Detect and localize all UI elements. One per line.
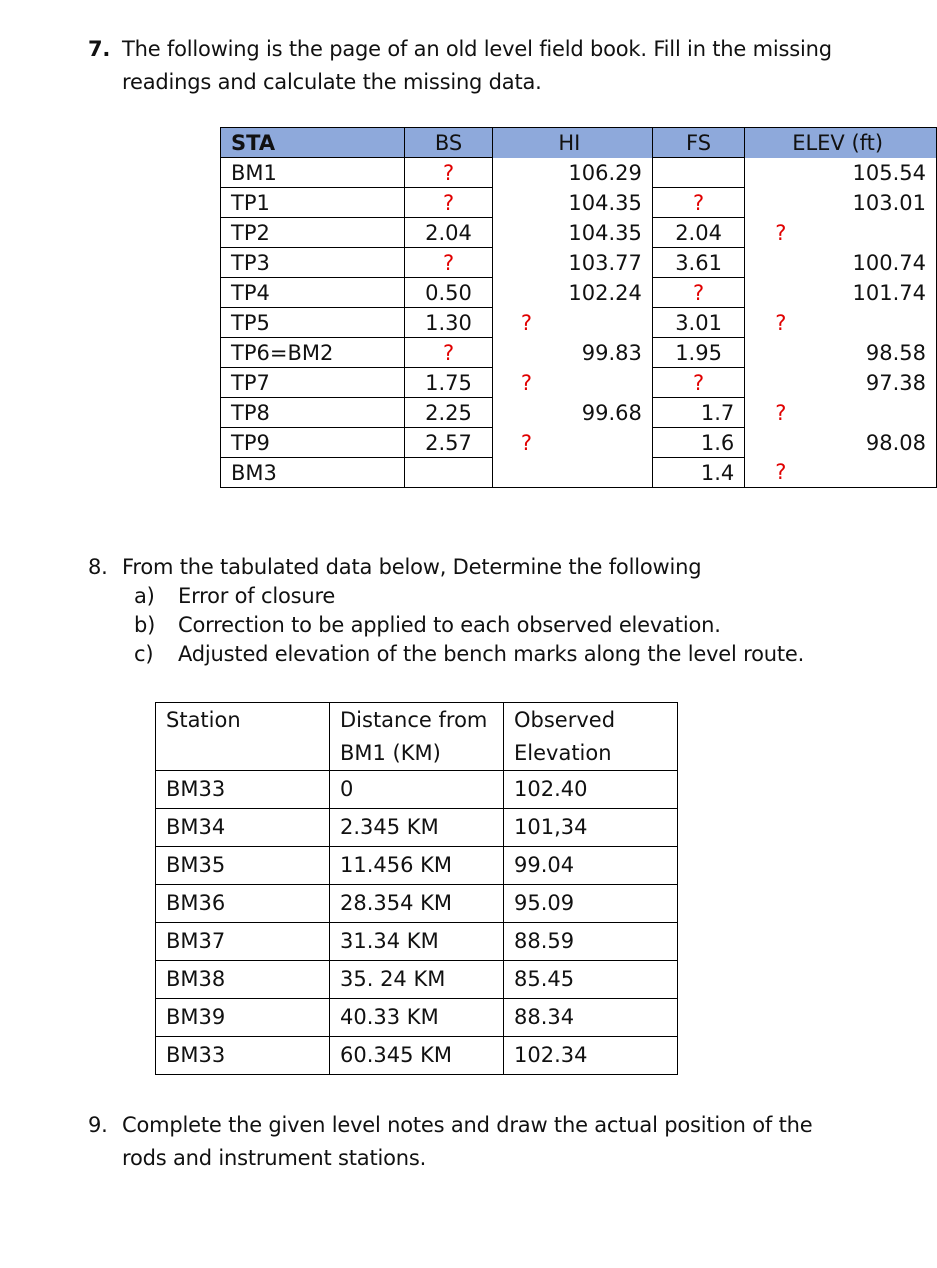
- cell-hi: 102.24: [492, 278, 652, 308]
- list-item: [88, 582, 888, 611]
- cell-hi: 99.68: [492, 398, 652, 428]
- cell-fs: 3.61: [652, 248, 744, 278]
- table-row: [156, 961, 678, 999]
- header-elevation-line2: Elevation: [514, 741, 612, 765]
- cell-fs: 1.4: [652, 458, 744, 488]
- table-row: [156, 885, 678, 923]
- list-item-text: Error of closure: [178, 584, 336, 608]
- cell-hi: ?: [492, 428, 652, 458]
- question-7: [88, 33, 888, 99]
- cell-hi: 103.77: [492, 248, 652, 278]
- cell-hi: 99.83: [492, 338, 652, 368]
- question-9: [88, 1109, 888, 1175]
- cell-station: BM33: [156, 771, 330, 809]
- table-row: [221, 398, 937, 428]
- cell-elev: ?: [745, 458, 937, 488]
- cell-distance: 11.456 KM: [330, 847, 504, 885]
- question-7-line1: The following is the page of an old level field book. Fill in the missing: [122, 37, 832, 61]
- cell-elevation: 101,34: [504, 809, 678, 847]
- cell-bs: ?: [405, 338, 493, 368]
- cell-fs: [652, 158, 744, 188]
- cell-fs: ?: [652, 278, 744, 308]
- question-9-line1: Complete the given level notes and draw the actual position of the: [122, 1113, 813, 1137]
- cell-fs: 1.95: [652, 338, 744, 368]
- table-row: [221, 278, 937, 308]
- cell-elev: 103.01: [745, 188, 937, 218]
- table-row: [221, 428, 937, 458]
- cell-elev: ?: [745, 218, 937, 248]
- header-distance: [330, 703, 504, 771]
- cell-sta: BM1: [221, 158, 405, 188]
- cell-elev: ?: [745, 398, 937, 428]
- header-elev: ELEV (ft): [745, 128, 937, 158]
- cell-bs: 2.04: [405, 218, 493, 248]
- cell-station: BM37: [156, 923, 330, 961]
- question-8-list: [88, 582, 888, 669]
- table-row: [221, 218, 937, 248]
- cell-sta: TP8: [221, 398, 405, 428]
- table-row: [221, 158, 937, 188]
- header-distance-line1: Distance from: [340, 708, 488, 732]
- table-row: [221, 458, 937, 488]
- cell-elevation: 95.09: [504, 885, 678, 923]
- cell-station: BM33: [156, 1037, 330, 1075]
- cell-elev: 100.74: [745, 248, 937, 278]
- cell-bs: 1.75: [405, 368, 493, 398]
- cell-fs: 2.04: [652, 218, 744, 248]
- table-row: [221, 308, 937, 338]
- cell-sta: TP5: [221, 308, 405, 338]
- list-item-text: Adjusted elevation of the bench marks along the level route.: [178, 642, 805, 666]
- cell-elevation: 102.34: [504, 1037, 678, 1075]
- cell-elev: ?: [745, 308, 937, 338]
- list-marker: a): [134, 584, 155, 608]
- table-row: [156, 1037, 678, 1075]
- cell-sta: TP3: [221, 248, 405, 278]
- cell-bs: 1.30: [405, 308, 493, 338]
- cell-station: BM36: [156, 885, 330, 923]
- cell-elevation: 99.04: [504, 847, 678, 885]
- question-9-number: 9.: [88, 1113, 108, 1137]
- field-book-header-row: [221, 128, 937, 158]
- question-8: [88, 553, 888, 669]
- cell-fs: 1.6: [652, 428, 744, 458]
- cell-sta: TP9: [221, 428, 405, 458]
- cell-sta: TP4: [221, 278, 405, 308]
- cell-hi: 104.35: [492, 188, 652, 218]
- header-fs: FS: [652, 128, 744, 158]
- cell-hi: ?: [492, 308, 652, 338]
- cell-elev: 101.74: [745, 278, 937, 308]
- table-row: [156, 999, 678, 1037]
- cell-bs: ?: [405, 158, 493, 188]
- question-8-text: From the tabulated data below, Determine the following: [122, 555, 702, 579]
- cell-hi: 104.35: [492, 218, 652, 248]
- header-distance-line2: BM1 (KM): [340, 741, 441, 765]
- table-row: [156, 847, 678, 885]
- cell-bs: [405, 458, 493, 488]
- cell-elev: 98.08: [745, 428, 937, 458]
- cell-sta: TP6=BM2: [221, 338, 405, 368]
- list-marker: c): [134, 642, 154, 666]
- cell-hi: [492, 458, 652, 488]
- cell-fs: 3.01: [652, 308, 744, 338]
- cell-hi: ?: [492, 368, 652, 398]
- cell-elevation: 88.59: [504, 923, 678, 961]
- cell-elevation: 102.40: [504, 771, 678, 809]
- cell-bs: 2.25: [405, 398, 493, 428]
- cell-sta: BM3: [221, 458, 405, 488]
- cell-distance: 35. 24 KM: [330, 961, 504, 999]
- cell-distance: 31.34 KM: [330, 923, 504, 961]
- field-book-table: [220, 127, 937, 488]
- question-7-line2: readings and calculate the missing data.: [122, 70, 542, 94]
- question-8-number: 8.: [88, 555, 108, 579]
- table-row: [221, 188, 937, 218]
- cell-distance: 40.33 KM: [330, 999, 504, 1037]
- list-marker: b): [134, 613, 156, 637]
- cell-elev: 105.54: [745, 158, 937, 188]
- header-station-label: Station: [166, 708, 241, 732]
- cell-station: BM39: [156, 999, 330, 1037]
- cell-bs: 0.50: [405, 278, 493, 308]
- cell-fs: 1.7: [652, 398, 744, 428]
- header-station: [156, 703, 330, 771]
- cell-sta: TP7: [221, 368, 405, 398]
- header-hi: HI: [492, 128, 652, 158]
- cell-hi: 106.29: [492, 158, 652, 188]
- cell-elev: 97.38: [745, 368, 937, 398]
- cell-bs: 2.57: [405, 428, 493, 458]
- cell-distance: 2.345 KM: [330, 809, 504, 847]
- cell-sta: TP1: [221, 188, 405, 218]
- table-row: [221, 338, 937, 368]
- header-bs: BS: [405, 128, 493, 158]
- cell-fs: ?: [652, 188, 744, 218]
- cell-bs: ?: [405, 188, 493, 218]
- header-elevation-line1: Observed: [514, 708, 616, 732]
- cell-elev: 98.58: [745, 338, 937, 368]
- cell-distance: 0: [330, 771, 504, 809]
- cell-fs: ?: [652, 368, 744, 398]
- list-item: [88, 611, 888, 640]
- table-row: [156, 809, 678, 847]
- level-route-table: [155, 702, 678, 1075]
- cell-elevation: 88.34: [504, 999, 678, 1037]
- header-elevation: [504, 703, 678, 771]
- header-sta: STA: [221, 128, 405, 158]
- level-route-header-row: [156, 703, 678, 771]
- cell-station: BM35: [156, 847, 330, 885]
- list-item-text: Correction to be applied to each observed elevation.: [178, 613, 721, 637]
- table-row: [221, 248, 937, 278]
- cell-distance: 60.345 KM: [330, 1037, 504, 1075]
- question-7-number: 7.: [88, 37, 111, 61]
- table-row: [156, 923, 678, 961]
- list-item: [88, 640, 888, 669]
- cell-bs: ?: [405, 248, 493, 278]
- cell-distance: 28.354 KM: [330, 885, 504, 923]
- table-row: [156, 771, 678, 809]
- question-9-line2: rods and instrument stations.: [122, 1146, 427, 1170]
- table-row: [221, 368, 937, 398]
- cell-station: BM38: [156, 961, 330, 999]
- cell-sta: TP2: [221, 218, 405, 248]
- cell-station: BM34: [156, 809, 330, 847]
- cell-elevation: 85.45: [504, 961, 678, 999]
